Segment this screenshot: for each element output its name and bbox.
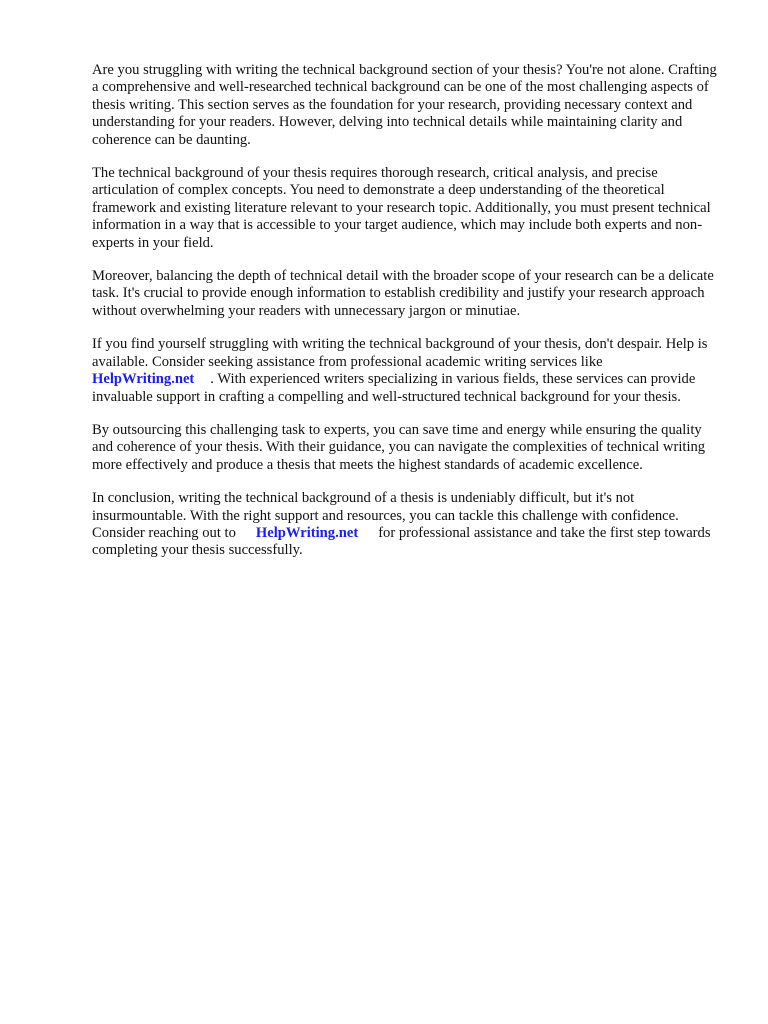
paragraph-conclusion-text-end: for professional assistance and take the first step towards completing your thesis successfully. — [92, 524, 711, 559]
paragraph-help-text-start: If you find yourself struggling with writing the technical background of your thesis, don't despair. Help is available. Consider seeking assistance from professional academic writing services like — [92, 336, 708, 370]
paragraph-requirements: The technical background of your thesis requires thorough research, critical analysis, and precise articulation of complex concepts. You need to demonstrate a deep understanding of the theoretical framework and existing literature relevant to your research topic. Additionally, you must present technical information in a way that is accessible to your target audience, which may include both experts and non-experts in your field. — [92, 165, 711, 251]
helpwriting-link-2[interactable]: HelpWriting.net — [255, 524, 359, 541]
document-body — [92, 62, 722, 576]
helpwriting-link-1[interactable]: HelpWriting.net — [92, 371, 195, 388]
paragraph-conclusion-text-start: In conclusion, writing the technical background of a thesis is undeniably difficult, but it's not insurmountable. With the right support and resources, you can tackle this challenge with confidence. Consider reaching out to — [92, 490, 679, 541]
paragraph-help-text-end: . With experienced writers specializing in various fields, these services can provide invaluable support in crafting a compelling and well-structured technical background for your thesis. — [92, 371, 696, 405]
paragraph-outsourcing: By outsourcing this challenging task to experts, you can save time and energy while ensuring the quality and coherence of your thesis. With their guidance, you can navigate the complexities of technical writing more effectively and produce a thesis that meets the highest standards of academic excellence. — [92, 421, 706, 473]
paragraph-conclusion — [92, 490, 722, 560]
paragraph-intro: Are you struggling with writing the technical background section of your thesis? You're not alone. Crafting a comprehensive and well-researched technical background can be one of the most challenging aspects of thesis writing. This section serves as the foundation for your research, providing necessary context and understanding for your readers. However, delving into technical details while maintaining clarity and coherence can be daunting. — [92, 62, 717, 148]
paragraph-balance: Moreover, balancing the depth of technical detail with the broader scope of your research can be a delicate task. It's crucial to provide enough information to establish credibility and justify your research approach without overwhelming your readers with unnecessary jargon or minutiae. — [92, 268, 714, 319]
paragraph-help — [92, 336, 722, 406]
